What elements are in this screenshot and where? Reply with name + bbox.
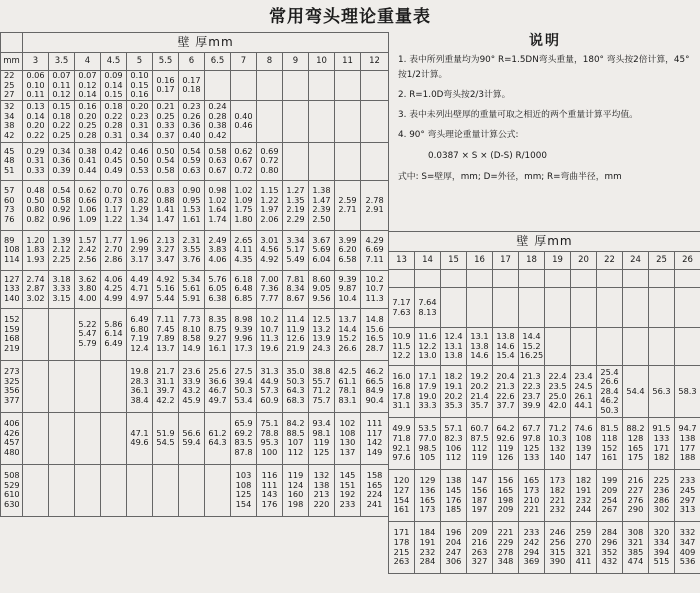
weight-cell: 0.23 0.26 0.36 0.40 [179,100,205,142]
weight-cell: 0.06 0.10 0.11 [23,71,49,101]
weight-cell: 0.10 0.15 0.16 [127,71,153,101]
od-cell: 32 34 38 42 [1,100,23,142]
weight-cell [649,328,675,366]
weight-cell: 10.2 10.7 11.3 [361,270,389,308]
weight-cell [101,412,127,464]
weight-cell: 0.42 0.45 0.49 [101,142,127,180]
weight-cell [127,464,153,516]
weight-cell: 0.07 0.11 0.12 [49,71,75,101]
weight-cell: 7.81 8.34 8.67 [283,270,309,308]
weight-cell [675,288,700,328]
table-row [389,470,700,522]
weight-cell: 0.46 0.50 0.53 [127,142,153,180]
weight-cell: 38.8 55.7 71.2 75.7 [309,360,335,412]
weight-cell [257,71,283,101]
weight-cell: 308 321 385 474 [623,522,649,574]
weight-cell: 138 145 176 185 [441,470,467,522]
weight-cell: 0.38 0.41 0.44 [75,142,101,180]
weight-cell [23,308,49,360]
weight-cell [283,100,309,142]
thickness-column-header: 9 [283,53,309,71]
weight-cell [441,288,467,328]
weight-cell: 56.6 59.4 [179,412,205,464]
weight-cell: 0.83 0.88 1.41 1.47 [153,180,179,230]
weight-cell: 0.54 0.58 0.92 0.96 [49,180,75,230]
weight-cell [519,288,545,328]
table-row [1,308,389,360]
table-row [1,270,389,308]
weight-cell [205,464,231,516]
thickness-header: 壁 厚mm [23,33,389,53]
weight-cell: 1.27 1.35 2.19 2.29 [283,180,309,230]
weight-cell: 158 165 224 241 [361,464,389,516]
weight-cell: 60.7 87.5 112 119 [467,418,493,470]
weight-cell: 3.67 5.69 6.04 [309,230,335,270]
weight-cell [361,142,389,180]
weight-cell: 0.48 0.50 0.80 0.82 [23,180,49,230]
thickness-column-header: 19 [545,252,571,270]
weight-cell: 233 242 294 369 [519,522,545,574]
weight-cell: 132 138 213 220 [309,464,335,516]
weight-cell: 199 209 254 267 [597,470,623,522]
weight-cell: 0.62 0.67 0.72 [231,142,257,180]
weight-cell: 0.58 0.63 0.67 [205,142,231,180]
weight-cell: 129 136 165 173 [415,470,441,522]
weight-cell: 91.5 133 171 182 [649,418,675,470]
weight-cell: 7.17 7.63 [389,288,415,328]
weight-cell [649,270,675,288]
weight-cell [23,412,49,464]
weight-cell: 74.6 108 139 147 [571,418,597,470]
weight-cell: 18.2 19.1 20.2 35.3 [441,366,467,418]
weight-cell: 0.90 0.95 1.53 1.61 [179,180,205,230]
weight-cell: 56.3 [649,366,675,418]
weight-cell: 6.18 6.48 6.85 [231,270,257,308]
weight-cell: 19.2 20.2 21.4 35.7 [467,366,493,418]
weight-cell: 13.1 13.8 14.6 [467,328,493,366]
weight-cell: 0.54 0.59 0.63 [179,142,205,180]
weight-cell [571,328,597,366]
thickness-column-header: 17 [493,252,519,270]
weight-cell [415,270,441,288]
weight-cell [675,270,700,288]
table-row [389,522,700,574]
weight-cell [101,464,127,516]
weight-cell: 4.49 4.71 4.97 [127,270,153,308]
od-cell: 127 133 140 [1,270,23,308]
weight-cell: 145 151 192 233 [335,464,361,516]
weight-cell: 0.62 0.66 1.06 1.09 [75,180,101,230]
weight-cell: 1.39 2.12 2.25 [49,230,75,270]
formula-legend: 式中: S=壁厚，mm; D=外径，mm; R=弯曲半径，mm [398,172,622,182]
thickness-column-header: 26 [675,252,700,270]
table-row [1,360,389,412]
thickness-column-header: 20 [571,252,597,270]
weight-cell: 4.06 4.25 4.99 [101,270,127,308]
thickness-column-header: 8 [257,53,283,71]
thickness-column-header: 4.5 [101,53,127,71]
table-row [1,100,389,142]
weight-cell: 3.18 3.33 3.15 [49,270,75,308]
blank-cell [1,33,23,53]
weight-cell: 57.1 82.3 106 112 [441,418,467,470]
weight-cell: 93.4 98.1 119 125 [309,412,335,464]
weight-cell: 0.70 0.73 1.17 1.22 [101,180,127,230]
weight-cell: 233 245 297 313 [675,470,700,522]
weight-cell: 75.1 78.8 95.3 100 [257,412,283,464]
weight-cell: 111 117 142 149 [361,412,389,464]
thickness-column-header: 7 [231,53,257,71]
weight-cell: 7.11 7.45 7.89 13.7 [153,308,179,360]
note-item: 4. 90° 弯头理论重量计算公式: [398,130,519,140]
weight-cell [75,360,101,412]
weight-cell [623,328,649,366]
weight-cell [75,464,101,516]
weight-cell: 8.60 9.05 9.56 [309,270,335,308]
table-row [389,328,700,366]
weight-cell [545,328,571,366]
weight-cell: 2.13 3.27 3.47 [153,230,179,270]
thickness-column-header: 12 [361,53,389,71]
weight-cell: 35.0 50.3 64.3 68.3 [283,360,309,412]
weight-cell: 11.6 12.2 13.0 [415,328,441,366]
table-row [1,180,389,230]
weight-cell: 0.29 0.31 0.33 [23,142,49,180]
weight-cell: 147 156 187 197 [467,470,493,522]
weight-cell: 53.5 77.0 98.5 105 [415,418,441,470]
weight-cell [49,308,75,360]
thickness-column-header: 4 [75,53,101,71]
weight-cell: 182 191 232 244 [571,470,597,522]
weight-cell [493,270,519,288]
weight-cell [597,328,623,366]
weight-cell: 120 127 154 161 [389,470,415,522]
weight-cell: 0.98 1.02 1.64 1.74 [205,180,231,230]
weight-cell: 94.7 138 177 188 [675,418,700,470]
thickness-column-header: 11 [335,53,361,71]
weight-cell: 21.7 31.1 39.7 42.2 [153,360,179,412]
weight-cell: 16.0 16.8 17.8 31.1 [389,366,415,418]
thickness-column-header: 3.5 [49,53,75,71]
weight-cell: 22.4 23.5 25.0 42.0 [545,366,571,418]
weight-cell: 284 296 352 432 [597,522,623,574]
thickness-column-header: 15 [441,252,467,270]
weight-cell: 119 124 160 198 [283,464,309,516]
weight-cell [571,288,597,328]
weight-cell: 67.7 97.8 125 133 [519,418,545,470]
weight-cell: 5.76 6.05 6.38 [205,270,231,308]
weight-cell: 2.49 3.83 4.06 [205,230,231,270]
weight-cell: 7.73 8.10 8.58 14.9 [179,308,205,360]
weight-cell: 25.6 36.6 46.7 49.7 [205,360,231,412]
weight-cell: 21.3 22.3 23.7 39.9 [519,366,545,418]
weight-cell: 54.4 [623,366,649,418]
weight-cell [361,71,389,101]
weight-cell: 58.3 [675,366,700,418]
weight-cell: 0.13 0.14 0.20 0.22 [23,100,49,142]
table-row [1,230,389,270]
weight-cell: 17.1 17.9 19.0 33.3 [415,366,441,418]
weight-cell: 46.2 66.5 84.9 90.4 [361,360,389,412]
thickness-column-header: 14 [415,252,441,270]
weight-cell: 332 347 409 536 [675,522,700,574]
weight-cell: 42.5 61.1 78.1 83.1 [335,360,361,412]
weight-cell: 102 108 130 137 [335,412,361,464]
weight-cell: 7.64 8.13 [415,288,441,328]
weight-cell: 13.7 14.4 15.2 26.6 [335,308,361,360]
weight-cell: 196 204 247 306 [441,522,467,574]
weight-cell [231,71,257,101]
table-row [1,464,389,516]
weight-cell: 84.2 88.5 107 112 [283,412,309,464]
weight-cell: 0.40 0.46 [231,100,257,142]
weight-cell: 0.09 0.14 0.15 [101,71,127,101]
left-weight-table [0,32,389,517]
thickness-column-header: 18 [519,252,545,270]
weight-cell [309,142,335,180]
thickness-column-header: 16 [467,252,493,270]
weight-cell: 246 256 315 390 [545,522,571,574]
thickness-column-header: 5 [127,53,153,71]
weight-cell [597,288,623,328]
weight-cell: 0.76 0.82 1.29 1.34 [127,180,153,230]
weight-cell: 9.39 9.87 10.4 [335,270,361,308]
weight-cell [309,71,335,101]
weight-cell: 7.00 7.36 7.77 [257,270,283,308]
thickness-column-header: 5.5 [153,53,179,71]
table-row [389,288,700,328]
weight-cell: 0.20 0.23 0.31 0.34 [127,100,153,142]
table-row [1,142,389,180]
weight-cell [153,464,179,516]
weight-cell: 3.99 6.20 6.58 [335,230,361,270]
page-title: 常用弯头理论重量表 [269,7,431,27]
weight-cell [49,412,75,464]
thickness-header: 壁 厚mm [389,232,700,252]
weight-cell: 49.9 71.8 92.1 97.6 [389,418,415,470]
weight-cell: 3.01 4.56 4.92 [257,230,283,270]
od-cell: 45 48 51 [1,142,23,180]
thickness-column-header: 13 [389,252,415,270]
weight-cell: 3.34 5.17 5.49 [283,230,309,270]
weight-cell: 47.1 49.6 [127,412,153,464]
weight-cell: 225 236 286 302 [649,470,675,522]
weight-cell: 23.4 24.5 26.1 44.1 [571,366,597,418]
weight-cell: 0.69 0.72 0.80 [257,142,283,180]
weight-cell [309,100,335,142]
od-cell: 152 159 168 219 [1,308,23,360]
weight-cell [467,270,493,288]
weight-cell: 5.22 5.47 5.79 [75,308,101,360]
od-cell: 406 426 457 480 [1,412,23,464]
thickness-column-header: 3 [23,53,49,71]
note-item: 1. 表中所列重量均为90° R=1.5DN弯头重量，180° 弯头按2倍计算，45° 按1/2计算。 [398,55,690,80]
weight-cell: 216 227 276 290 [623,470,649,522]
weight-cell: 1.02 1.09 1.75 1.80 [231,180,257,230]
weight-cell: 71.2 10.3 132 140 [545,418,571,470]
weight-cell: 13.8 14.6 15.4 [493,328,519,366]
weight-cell: 23.6 33.9 43.2 45.9 [179,360,205,412]
table-row [1,71,389,101]
thickness-column-header: 10 [309,53,335,71]
table-row [389,270,700,288]
weight-cell [205,71,231,101]
weight-cell [75,412,101,464]
weight-cell: 0.17 0.18 [179,71,205,101]
weight-cell: 27.5 39.4 50.3 53.4 [231,360,257,412]
weight-cell [623,288,649,328]
weight-cell: 171 178 215 263 [389,522,415,574]
weight-cell: 81.5 118 152 161 [597,418,623,470]
od-cell: 89 108 114 [1,230,23,270]
weight-cell: 88.2 128 165 175 [623,418,649,470]
weight-cell [389,270,415,288]
weight-cell: 1.15 1.22 1.97 2.06 [257,180,283,230]
weight-cell [335,142,361,180]
weight-cell: 2.74 2.87 3.02 [23,270,49,308]
note-item: 2. R=1.0D弯头按2/3计算。 [398,90,511,100]
weight-cell [467,288,493,328]
weight-cell: 221 229 278 348 [493,522,519,574]
note-item: 3. 表中未列出壁厚的重量可取之相近的两个重量计算平均值。 [398,110,638,120]
formula: 0.0387 × S × (D-S) R/1000 [428,151,547,161]
weight-cell: 2.59 2.71 [335,180,361,230]
weight-cell: 5.34 5.61 5.91 [179,270,205,308]
od-cell: 508 529 610 630 [1,464,23,516]
weight-cell: 103 108 125 154 [231,464,257,516]
weight-cell [623,270,649,288]
table-row [389,366,700,418]
weight-cell: 0.16 0.17 [153,71,179,101]
weight-cell: 0.07 0.12 0.14 [75,71,101,101]
weight-cell [545,270,571,288]
weight-cell: 0.18 0.22 0.28 0.31 [101,100,127,142]
weight-cell: 2.78 2.91 [361,180,389,230]
weight-cell: 20.4 21.3 22.6 37.7 [493,366,519,418]
weight-cell: 184 191 232 284 [415,522,441,574]
weight-cell: 4.92 5.16 5.44 [153,270,179,308]
weight-cell: 8.98 9.39 9.96 17.3 [231,308,257,360]
weight-cell: 12.5 13.2 13.9 24.3 [309,308,335,360]
weight-cell [179,464,205,516]
weight-cell: 2.31 3.55 3.76 [179,230,205,270]
thickness-column-header: 22 [597,252,623,270]
weight-cell [49,464,75,516]
od-cell: 57 60 73 76 [1,180,23,230]
weight-cell [23,360,49,412]
weight-cell: 25.4 26.6 28.4 46.2 50.3 [597,366,623,418]
weight-cell [441,270,467,288]
weight-cell: 10.9 11.5 12.2 [389,328,415,366]
weight-cell: 0.34 0.36 0.39 [49,142,75,180]
thickness-column-header: 6.5 [205,53,231,71]
od-cell: 22 25 27 [1,71,23,101]
weight-cell: 14.4 15.2 16.25 [519,328,545,366]
table-row [1,412,389,464]
weight-cell: 8.35 8.75 9.27 16.1 [205,308,231,360]
weight-cell: 11.4 11.9 12.6 21.9 [283,308,309,360]
thickness-column-header: 25 [649,252,675,270]
weight-cell: 19.8 28.3 36.1 38.4 [127,360,153,412]
weight-cell: 65.9 69.2 83.5 87.8 [231,412,257,464]
weight-cell [519,270,545,288]
weight-cell: 165 173 210 221 [519,470,545,522]
weight-cell: 116 111 143 176 [257,464,283,516]
weight-cell: 64.2 92.6 119 126 [493,418,519,470]
weight-cell: 1.96 2.99 3.17 [127,230,153,270]
weight-cell: 51.9 54.5 [153,412,179,464]
weight-cell: 320 334 394 515 [649,522,675,574]
weight-cell: 6.49 6.80 7.19 12.4 [127,308,153,360]
thickness-column-header: 6 [179,53,205,71]
weight-cell: 0.15 0.18 0.22 0.25 [49,100,75,142]
weight-cell: 3.62 3.80 4.00 [75,270,101,308]
weight-cell [335,100,361,142]
weight-cell: 4.29 6.69 7.11 [361,230,389,270]
weight-cell: 31.3 44.9 57.3 60.9 [257,360,283,412]
weight-cell: 61.2 64.3 [205,412,231,464]
weight-cell [283,142,309,180]
weight-cell: 14.8 15.6 16.5 28.7 [361,308,389,360]
weight-cell [361,100,389,142]
weight-cell: 173 182 221 232 [545,470,571,522]
weight-cell [335,71,361,101]
weight-cell: 0.16 0.20 0.25 0.28 [75,100,101,142]
weight-cell: 209 216 263 327 [467,522,493,574]
weight-cell: 12.4 13.1 13.8 [441,328,467,366]
weight-cell [571,270,597,288]
weight-cell: 1.38 1.47 2.39 2.50 [309,180,335,230]
weight-cell [101,360,127,412]
weight-cell [597,270,623,288]
weight-cell [649,288,675,328]
weight-cell [283,71,309,101]
od-cell: 273 325 356 377 [1,360,23,412]
weight-cell: 0.50 0.54 0.58 [153,142,179,180]
notes-panel [392,32,698,231]
weight-cell: 259 270 321 411 [571,522,597,574]
weight-cell [49,360,75,412]
weight-cell [257,100,283,142]
od-column-header: mm [1,53,23,71]
weight-cell: 1.77 2.70 2.86 [101,230,127,270]
weight-cell: 1.57 2.42 2.56 [75,230,101,270]
weight-cell [23,464,49,516]
weight-cell [545,288,571,328]
weight-cell: 10.2 10.7 11.3 19.6 [257,308,283,360]
weight-cell [675,328,700,366]
weight-cell: 156 165 198 209 [493,470,519,522]
weight-cell [493,288,519,328]
weight-cell: 0.24 0.28 0.38 0.42 [205,100,231,142]
notes-heading: 说明 [529,33,561,49]
weight-cell: 0.21 0.25 0.33 0.37 [153,100,179,142]
table-row [389,418,700,470]
weight-cell: 1.20 1.83 1.93 [23,230,49,270]
weight-cell: 5.86 6.14 6.49 [101,308,127,360]
thickness-column-header: 24 [623,252,649,270]
right-weight-table [388,231,700,574]
weight-cell: 2.65 4.11 4.35 [231,230,257,270]
